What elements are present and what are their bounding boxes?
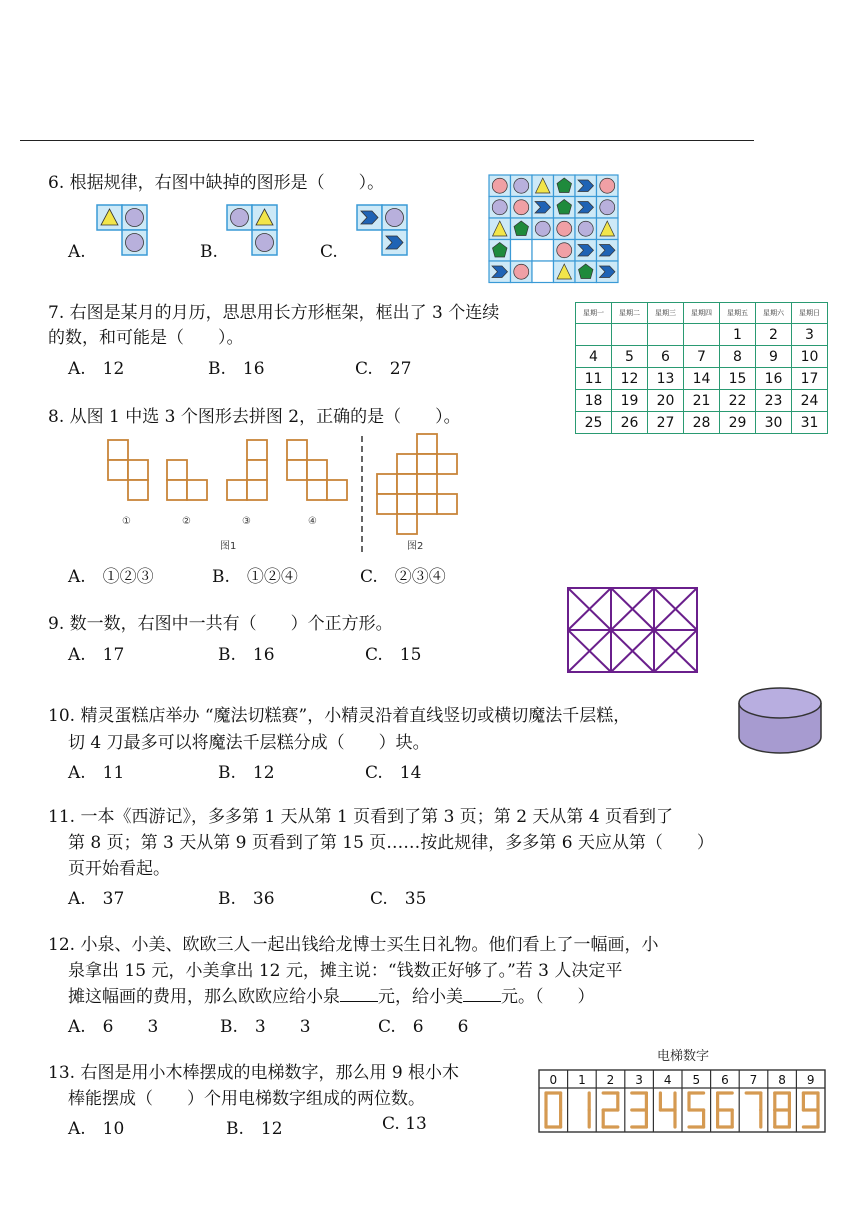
q12-line1: 12. 小泉、小美、欧欧三人一起出钱给龙博士买生日礼物。他们看上了一幅画，小 xyxy=(48,935,659,955)
q11-line3: 页开始看起。 xyxy=(68,859,170,879)
elevator-digit-label: 5 xyxy=(692,1073,701,1087)
calendar-day-cell xyxy=(612,324,648,346)
calendar-day-cell: 15 xyxy=(720,368,756,390)
elevator-digits-title: 电梯数字 xyxy=(656,1049,710,1064)
q12-blank-2[interactable] xyxy=(463,987,501,1002)
q10-option-c[interactable]: C. 14 xyxy=(365,763,422,783)
calendar-day-cell: 7 xyxy=(684,346,720,368)
header-rule xyxy=(20,140,754,141)
calendar-header-cell: 星期四 xyxy=(684,303,720,324)
elevator-digit-label: 3 xyxy=(635,1073,643,1087)
q6-option-b[interactable]: B. xyxy=(200,242,218,262)
calendar-day-cell: 1 xyxy=(720,324,756,346)
q13-option-a[interactable]: A. 10 xyxy=(68,1119,125,1139)
calendar-day-cell: 2 xyxy=(756,324,792,346)
q12-blank-1[interactable] xyxy=(340,987,378,1002)
elevator-digit-label: 4 xyxy=(663,1073,672,1087)
q12-line3 xyxy=(68,986,595,1008)
q9-option-b[interactable]: B. 16 xyxy=(218,645,275,665)
elevator-digit-label: 8 xyxy=(778,1073,786,1087)
calendar-day-cell: 5 xyxy=(612,346,648,368)
elevator-digit-label: 0 xyxy=(549,1073,558,1087)
q6-pattern-grid xyxy=(488,174,622,284)
calendar-day-cell: 13 xyxy=(648,368,684,390)
calendar-day-cell: 31 xyxy=(792,412,828,434)
elevator-digit-label: 1 xyxy=(578,1073,586,1087)
calendar-header-cell: 星期二 xyxy=(612,303,648,324)
q8-shape-label-3: ③ xyxy=(242,516,251,527)
q6-option-c[interactable]: C. xyxy=(320,242,338,262)
q6-option-b-figure xyxy=(226,204,280,258)
q12-option-a[interactable]: A. 6 3 xyxy=(68,1017,159,1037)
q11-line1: 11. 一本《西游记》，多多第 1 天从第 1 页看到了第 3 页；第 2 天从第 4 页看到了 xyxy=(48,807,674,827)
q10-line1: 10. 精灵蛋糕店举办 “魔法切糕赛”，小精灵沿着直线竖切或横切魔法千层糕， xyxy=(48,706,631,726)
q8-shape-label-1: ① xyxy=(122,516,131,527)
q8-stem: 8. 从图 1 中选 3 个图形去拼图 2，正确的是（ ）。 xyxy=(48,407,461,427)
calendar-day-cell: 21 xyxy=(684,390,720,412)
q12-option-b[interactable]: B. 3 3 xyxy=(220,1017,311,1037)
calendar-table xyxy=(575,302,828,434)
calendar-day-cell: 6 xyxy=(648,346,684,368)
calendar-header-cell: 星期一 xyxy=(576,303,612,324)
q12-line3-part2: 元，给小美 xyxy=(378,987,463,1007)
calendar-day-cell: 30 xyxy=(756,412,792,434)
calendar-header-cell: 星期六 xyxy=(756,303,792,324)
q10-option-a[interactable]: A. 11 xyxy=(68,763,125,783)
calendar-day-cell: 20 xyxy=(648,390,684,412)
q9-option-a[interactable]: A. 17 xyxy=(68,645,125,665)
calendar-day-cell: 28 xyxy=(684,412,720,434)
elevator-digit-label: 9 xyxy=(806,1073,815,1087)
q8-shape-label-4: ④ xyxy=(308,516,317,527)
q12-line3-part3: 元。（ ） xyxy=(501,987,595,1007)
calendar-day-cell: 29 xyxy=(720,412,756,434)
q8-option-b[interactable]: B. ①②④ xyxy=(212,567,298,587)
calendar-day-cell: 17 xyxy=(792,368,828,390)
q12-option-c[interactable]: C. 6 6 xyxy=(378,1017,469,1037)
q11-option-a[interactable]: A. 37 xyxy=(68,889,125,909)
calendar-day-cell: 22 xyxy=(720,390,756,412)
calendar-day-cell: 24 xyxy=(792,390,828,412)
calendar-day-cell xyxy=(576,324,612,346)
q9-option-c[interactable]: C. 15 xyxy=(365,645,422,665)
q6-option-c-figure xyxy=(356,204,410,258)
q8-option-c[interactable]: C. ②③④ xyxy=(360,567,446,587)
calendar-day-cell: 4 xyxy=(576,346,612,368)
q7-line1: 7. 右图是某月的月历，思思用长方形框架，框出了 3 个连续 xyxy=(48,303,500,323)
calendar-row xyxy=(576,368,828,390)
q8-option-a[interactable]: A. ①②③ xyxy=(68,567,154,587)
q11-option-c[interactable]: C. 35 xyxy=(370,889,427,909)
q8-fig1-label: 图1 xyxy=(220,541,237,552)
q10-option-b[interactable]: B. 12 xyxy=(218,763,275,783)
calendar-day-cell: 19 xyxy=(612,390,648,412)
q9-square-grid xyxy=(566,586,700,674)
q12-line2: 泉拿出 15 元，小美拿出 12 元，摊主说：“钱数正好够了。”若 3 人决定平 xyxy=(68,961,623,981)
q13-line1: 13. 右图是用小木棒摆成的电梯数字，那么用 9 根小木 xyxy=(48,1063,460,1083)
calendar-day-cell: 10 xyxy=(792,346,828,368)
calendar-day-cell: 25 xyxy=(576,412,612,434)
q8-fig2-label: 图2 xyxy=(407,541,424,552)
calendar-day-cell: 26 xyxy=(612,412,648,434)
calendar-row xyxy=(576,346,828,368)
calendar-day-cell: 16 xyxy=(756,368,792,390)
q7-option-a[interactable]: A. 12 xyxy=(68,359,125,379)
calendar-day-cell: 23 xyxy=(756,390,792,412)
q6-stem: 6. 根据规律，右图中缺掉的图形是（ ）。 xyxy=(48,173,385,193)
calendar-day-cell: 9 xyxy=(756,346,792,368)
calendar-day-cell xyxy=(684,324,720,346)
calendar-row xyxy=(576,412,828,434)
q8-shape-label-2: ② xyxy=(182,516,191,527)
q9-stem: 9. 数一数，右图中一共有（ ）个正方形。 xyxy=(48,614,393,634)
calendar-row xyxy=(576,390,828,412)
calendar-day-cell: 14 xyxy=(684,368,720,390)
q13-option-c[interactable]: C. 13 xyxy=(382,1114,427,1134)
calendar-day-cell: 11 xyxy=(576,368,612,390)
q11-option-b[interactable]: B. 36 xyxy=(218,889,275,909)
calendar-day-cell: 3 xyxy=(792,324,828,346)
q7-option-c[interactable]: C. 27 xyxy=(355,359,412,379)
q8-figure xyxy=(100,428,462,556)
q13-line2: 棒能摆成（ ）个用电梯数字组成的两位数。 xyxy=(68,1089,425,1109)
calendar-day-cell: 18 xyxy=(576,390,612,412)
q6-option-a-figure xyxy=(96,204,150,258)
calendar-day-cell: 27 xyxy=(648,412,684,434)
q10-line2: 切 4 刀最多可以将魔法千层糕分成（ ）块。 xyxy=(68,733,430,753)
calendar-header-cell: 星期三 xyxy=(648,303,684,324)
calendar-day-cell xyxy=(648,324,684,346)
q7-option-b[interactable]: B. 16 xyxy=(208,359,265,379)
q6-option-a[interactable]: A. xyxy=(68,242,86,262)
q12-line3-part1: 摊这幅画的费用，那么欧欧应给小泉 xyxy=(68,987,340,1007)
calendar-header-cell: 星期日 xyxy=(792,303,828,324)
q13-option-b[interactable]: B. 12 xyxy=(226,1119,283,1139)
calendar-row xyxy=(576,324,828,346)
cake-cylinder-icon xyxy=(736,685,824,757)
q11-line2: 第 8 页；第 3 天从第 9 页看到了第 15 页……按此规律，多多第 6 天应从第（ ） xyxy=(68,833,714,853)
calendar-day-cell: 8 xyxy=(720,346,756,368)
calendar-day-cell: 12 xyxy=(612,368,648,390)
q7-line2: 的数，和可能是（ ）。 xyxy=(48,328,244,348)
elevator-digits-figure xyxy=(536,1046,830,1136)
calendar-header-cell: 星期五 xyxy=(720,303,756,324)
elevator-digit-label: 7 xyxy=(749,1073,758,1087)
elevator-digit-label: 6 xyxy=(721,1073,729,1087)
elevator-digit-label: 2 xyxy=(606,1073,615,1087)
